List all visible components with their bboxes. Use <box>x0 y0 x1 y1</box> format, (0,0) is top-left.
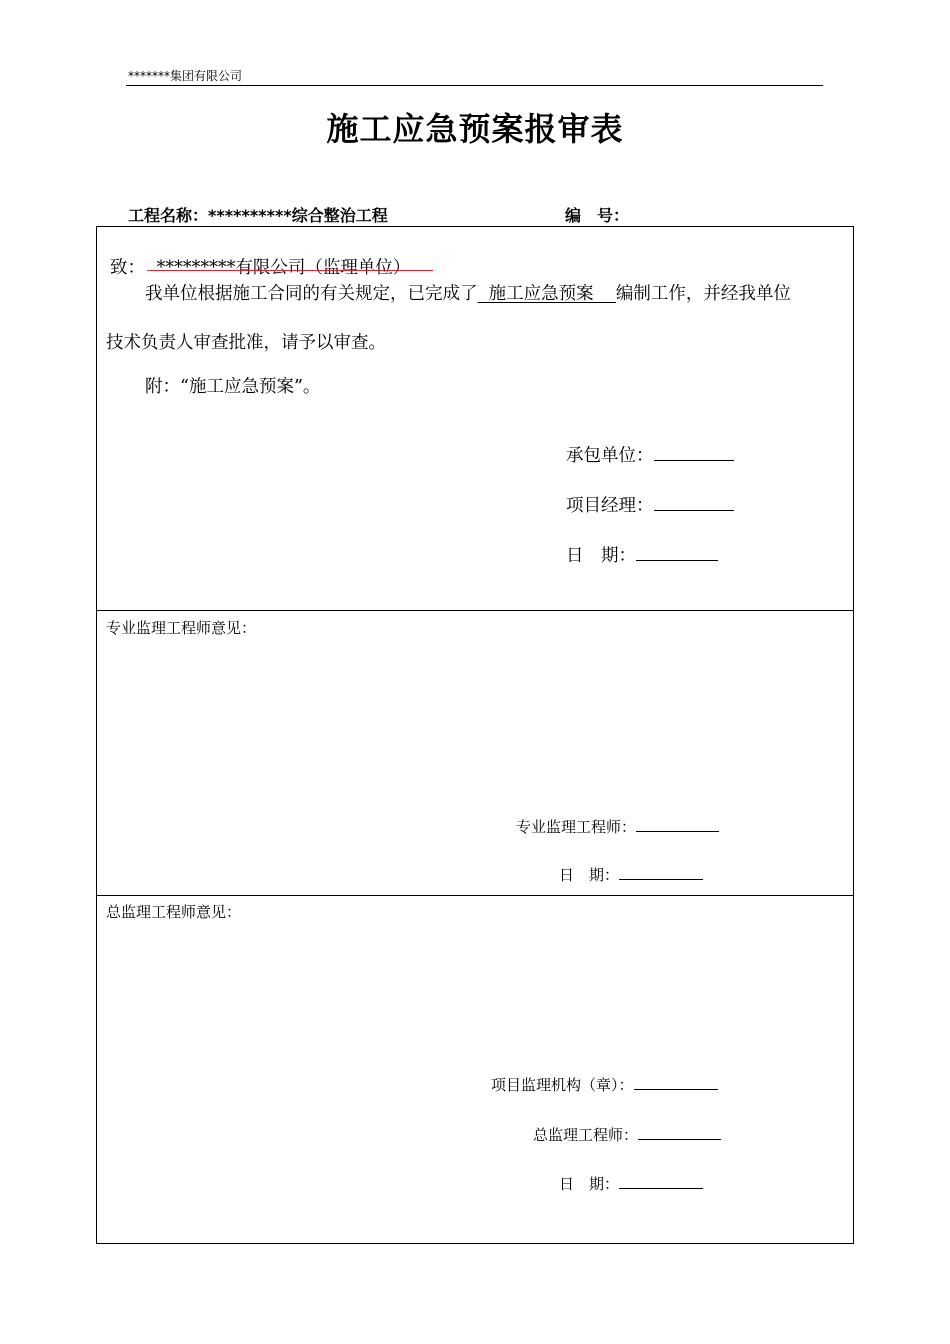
document-title: 施工应急预案报审表 <box>326 110 624 148</box>
header-rule <box>126 85 823 86</box>
chief-engineer-blank[interactable] <box>638 1138 721 1140</box>
plan-name-fill: 施工应急预案 <box>477 284 616 304</box>
contractor-label: 承包单位： <box>566 446 654 466</box>
attachment-note: 附：“施工应急预案”。 <box>145 377 321 397</box>
chief-date-blank[interactable] <box>619 1187 703 1189</box>
chief-engineer-label: 总监理工程师： <box>533 1126 639 1144</box>
supervision-org-label: 项目监理机构（章）： <box>491 1076 634 1094</box>
addressee-label: 致： <box>110 258 145 278</box>
company-header: *******集团有限公司 <box>128 69 243 83</box>
contractor-date-blank[interactable] <box>636 559 718 561</box>
submission-paragraph-line2: 技术负责人审查批准，请予以审查。 <box>106 333 386 353</box>
project-name-line <box>128 203 388 226</box>
specialty-date-blank[interactable] <box>619 878 703 880</box>
specialty-date-label: 日 期： <box>559 866 620 884</box>
supervision-org-blank[interactable] <box>634 1088 718 1090</box>
paragraph-suffix: 编制工作，并经我单位 <box>615 284 791 304</box>
chief-engineer-row <box>533 1124 721 1145</box>
specialty-engineer-label: 专业监理工程师： <box>516 818 637 836</box>
manager-blank[interactable] <box>654 509 734 511</box>
project-name-value: **********综合整治工程 <box>208 206 388 225</box>
submission-paragraph-line1 <box>145 280 791 305</box>
specialty-engineer-blank[interactable] <box>636 830 719 832</box>
chief-engineer-opinion-heading: 总监理工程师意见： <box>106 903 242 921</box>
contractor-signature-row <box>566 442 734 467</box>
manager-label: 项目经理： <box>566 496 654 516</box>
specialty-date-row <box>559 864 703 885</box>
addressee-value: *********有限公司（监理单位） <box>156 258 411 278</box>
addressee-red-underline <box>147 270 433 271</box>
specialty-engineer-opinion-heading: 专业监理工程师意见： <box>106 619 257 637</box>
serial-number-label: 编 号： <box>565 206 630 225</box>
section-divider-1 <box>96 610 854 611</box>
contractor-date-row <box>566 542 718 567</box>
contractor-date-label: 日 期： <box>566 546 636 566</box>
chief-date-label: 日 期： <box>559 1175 620 1193</box>
project-name-label: 工程名称： <box>128 206 209 225</box>
contractor-blank[interactable] <box>654 459 734 461</box>
specialty-engineer-row <box>516 816 719 837</box>
section-divider-2 <box>96 895 854 896</box>
chief-date-row <box>559 1173 703 1194</box>
supervision-org-row <box>491 1074 718 1095</box>
addressee-line <box>110 254 410 279</box>
paragraph-prefix: 我单位根据施工合同的有关规定，已完成了 <box>145 284 478 304</box>
manager-signature-row <box>566 492 734 517</box>
